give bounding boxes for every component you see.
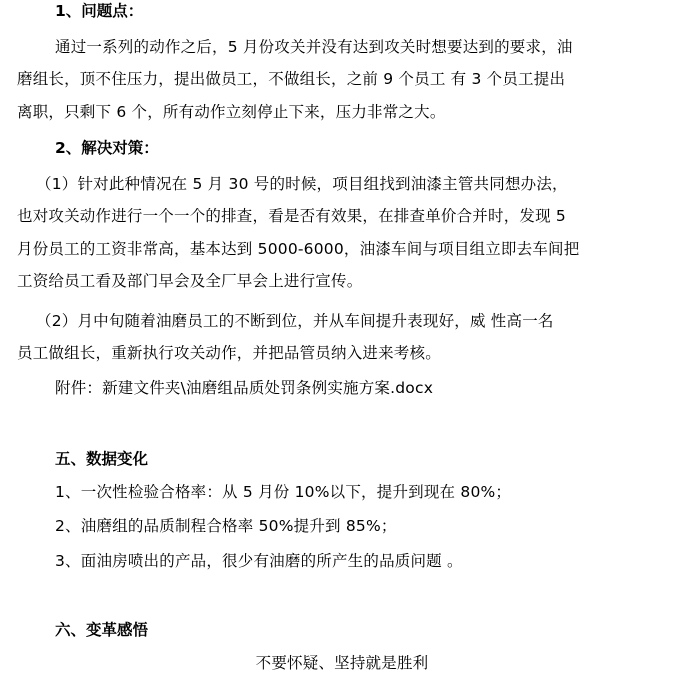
solution-p1-line-1: （1）针对此种情况在 5 月 30 号的时候，项目组找到油漆主管共同想办法， [36, 175, 568, 193]
problem-line-3: 离职，只剩下 6 个，所有动作立刻停止下来，压力非常之大。 [17, 103, 446, 121]
attachment-link[interactable]: 附件：新建文件夹\油磨组品质处罚条例实施方案.docx [55, 379, 434, 397]
solution-p1-line-4: 工资给员工看及部门早会及全厂早会上进行宣传。 [17, 272, 363, 290]
solution-heading: 2、解决对策： [55, 139, 159, 157]
data-change-item-3: 3、面油房喷出的产品，很少有油磨的所产生的品质问题 。 [55, 552, 463, 570]
data-change-item-1: 1、一次性检验合格率：从 5 月份 10%以下，提升到现在 80%； [55, 483, 512, 501]
data-change-heading: 五、数据变化 [55, 450, 149, 468]
reflection-motto: 不要怀疑、坚持就是胜利 [255, 654, 429, 672]
solution-p1-line-2: 也对攻关动作进行一个一个的排查，看是否有效果，在排查单价合并时，发现 5 [17, 207, 566, 225]
problem-line-2: 磨组长，顶不住压力，提出做员工，不做组长，之前 9 个员工 有 3 个员工提出 [17, 70, 566, 88]
data-change-item-2: 2、油磨组的品质制程合格率 50%提升到 85%； [55, 517, 397, 535]
problem-heading: 1、问题点： [55, 2, 144, 20]
solution-p2-line-2: 员工做组长，重新执行攻关动作，并把品管员纳入进来考核。 [17, 344, 441, 362]
problem-line-1: 通过一系列的动作之后，5 月份攻关并没有达到攻关时想要达到的要求，油 [55, 38, 573, 56]
reflection-heading: 六、变革感悟 [55, 621, 149, 639]
solution-p2-line-1: （2）月中旬随着油磨员工的不断到位，并从车间提升表现好，威 性高一名 [36, 312, 554, 330]
solution-p1-line-3: 月份员工的工资非常高，基本达到 5000-6000，油漆车间与项目组立即去车间把 [17, 240, 580, 258]
